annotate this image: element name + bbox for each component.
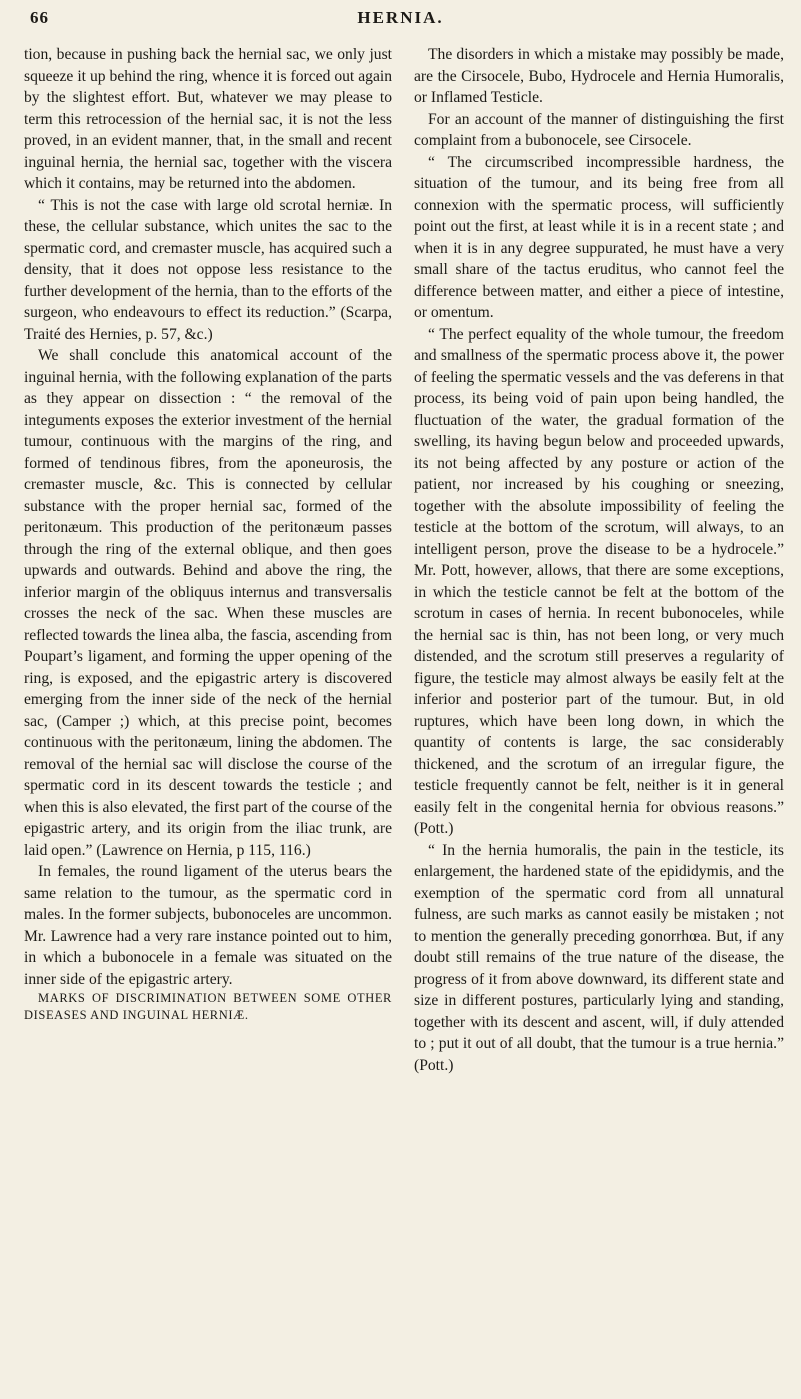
left-column xyxy=(24,44,392,1024)
paragraph: “ In the hernia humoralis, the pain in the testicle, its enlargement, the hardened state of the epididymis, and the exemption of the spermatic cord from all unnatural fulness, are such marks as cannot easily be mistaken ; not to mention the generally preceding gonorrhœa. But, if any doubt still remains of the true nature of the disease, the progress of it from above downward, its different state and size in different postures, particularly lying and standing, together with its descent and ascent, will, if duly attended to ; put it out of all doubt, that the tumour is a true hernia.” (Pott.) xyxy=(414,841,784,1074)
paragraph: tion, because in pushing back the hernial sac, we only just squeeze it up behind the ring, whence it is forced out again by the slightest effort. But, whatever we may please to term this retrocession of the hernial sac, it is not the less proved, in an evident manner, that, in the small and recent inguinal hernia, the hernial sac, together with the viscera which it contains, may be returned into the abdomen. xyxy=(24,46,392,192)
paragraph: “ This is not the case with large old scrotal herniæ. In these, the cellular substance, which unites the sac to the spermatic cord, and cremaster muscle, has acquired such a density, that it does not oppose less resistance to the further development of the hernia, than to the efforts of the surgeon, who endeavours to effect its reduction.” (Scarpa, Traité des Hernies, p. 57, &c.) xyxy=(24,196,392,343)
paragraph: The disorders in which a mistake may possibly be made, are the Cirsocele, Bubo, Hydrocele and Hernia Humoralis, or Inflamed Testicle. xyxy=(414,46,784,106)
right-column xyxy=(414,44,784,1076)
paragraph: “ The perfect equality of the whole tumour, the freedom and smallness of the spermatic process above it, the power of feeling the spermatic vessels and the vas deferens in that process, its being void of pain upon being handled, the fluctuation of the water, the gradual formation of the swelling, its having begun below and proceeded upwards, its not being affected by any posture or action of the patient, nor increased by his coughing or sneezing, together with the absolute impossibility of feeling the testicle at the bottom of the scrotum, will always, to an intelligent person, prove the disease to be a hydrocele.” Mr. Pott, however, allows, that there are some exceptions, in which the testicle cannot be felt at the bottom of the scrotum in cases of hernia. In recent bubonoceles, while the hernial sac is thin, has not been long, or very much distended, and the scrotum still preserves a regularity of figure, the testicle may almost always be easily felt at the inferior and posterior part of the tumour. But, in old ruptures, which have been long down, in which the quantity of contents is large, the sac considerably thickened, and the scrotum of an irregular figure, the testicle frequently cannot be felt, neither is it in general easily felt in the congenital hernia for obvious reasons.” (Pott.) xyxy=(414,325,784,837)
paragraph: For an account of the manner of distinguishing the first complaint from a bubonocele, see Cirsocele. xyxy=(414,110,784,149)
page-header xyxy=(0,6,801,36)
section-heading: MARKS OF DISCRIMINATION BETWEEN SOME OTHER DISEASES AND INGUINAL HERNIÆ. xyxy=(24,991,392,1022)
paragraph: In females, the round ligament of the uterus bears the same relation to the tumour, as the spermatic cord in males. In the former subjects, bubonoceles are uncommon. Mr. Lawrence had a very rare instance pointed out to him, in which a bubonocele in a female was situated on the inner side of the epigastric artery. xyxy=(24,863,392,988)
running-title: HERNIA. xyxy=(357,8,444,27)
paragraph: “ The circumscribed incompressible hardness, the situation of the tumour, and its being free from all connexion with the spermatic process, will sufficiently point out the first, at least while it is in a recent state ; and when it is in any degree suppurated, he must have a very small share of the tactus eruditus, who cannot feel the difference between matter, and either a piece of intestine, or omentum. xyxy=(414,153,784,321)
paragraph: We shall conclude this anatomical account of the inguinal hernia, with the following explanation of the parts as they appear on dissection : “ the removal of the integuments exposes the exterior investment of the hernial tumour, continuous with the margins of the ring, and formed of tendinous fibres, from the aponeurosis, the cremaster muscle, &c. This is connected by cellular substance with the proper hernial sac, formed of the peritonæum. This production of the peritonæum passes through the ring of the external oblique, and then goes upwards and outwards. Behind and above the ring, the inferior margin of the obliquus internus and transversalis crosses the neck of the sac. When these muscles are reflected towards the linea alba, the fascia, ascending from Poupart’s ligament, and forming the upper opening of the ring, is exposed, and the epigastric artery is discovered emerging from the inner side of the neck of the hernial sac, (Camper ;) which, at this precise point, becomes continuous with the peritonæum, lining the abdomen. The removal of the hernial sac will disclose the course of the spermatic cord in its descent towards the testicle ; and when this is also elevated, the first part of the course of the epigastric artery, and its origin from the iliac trunk, are laid open.” (Lawrence on Hernia, p 115, 116.) xyxy=(24,347,392,859)
page-number: 66 xyxy=(30,8,49,27)
